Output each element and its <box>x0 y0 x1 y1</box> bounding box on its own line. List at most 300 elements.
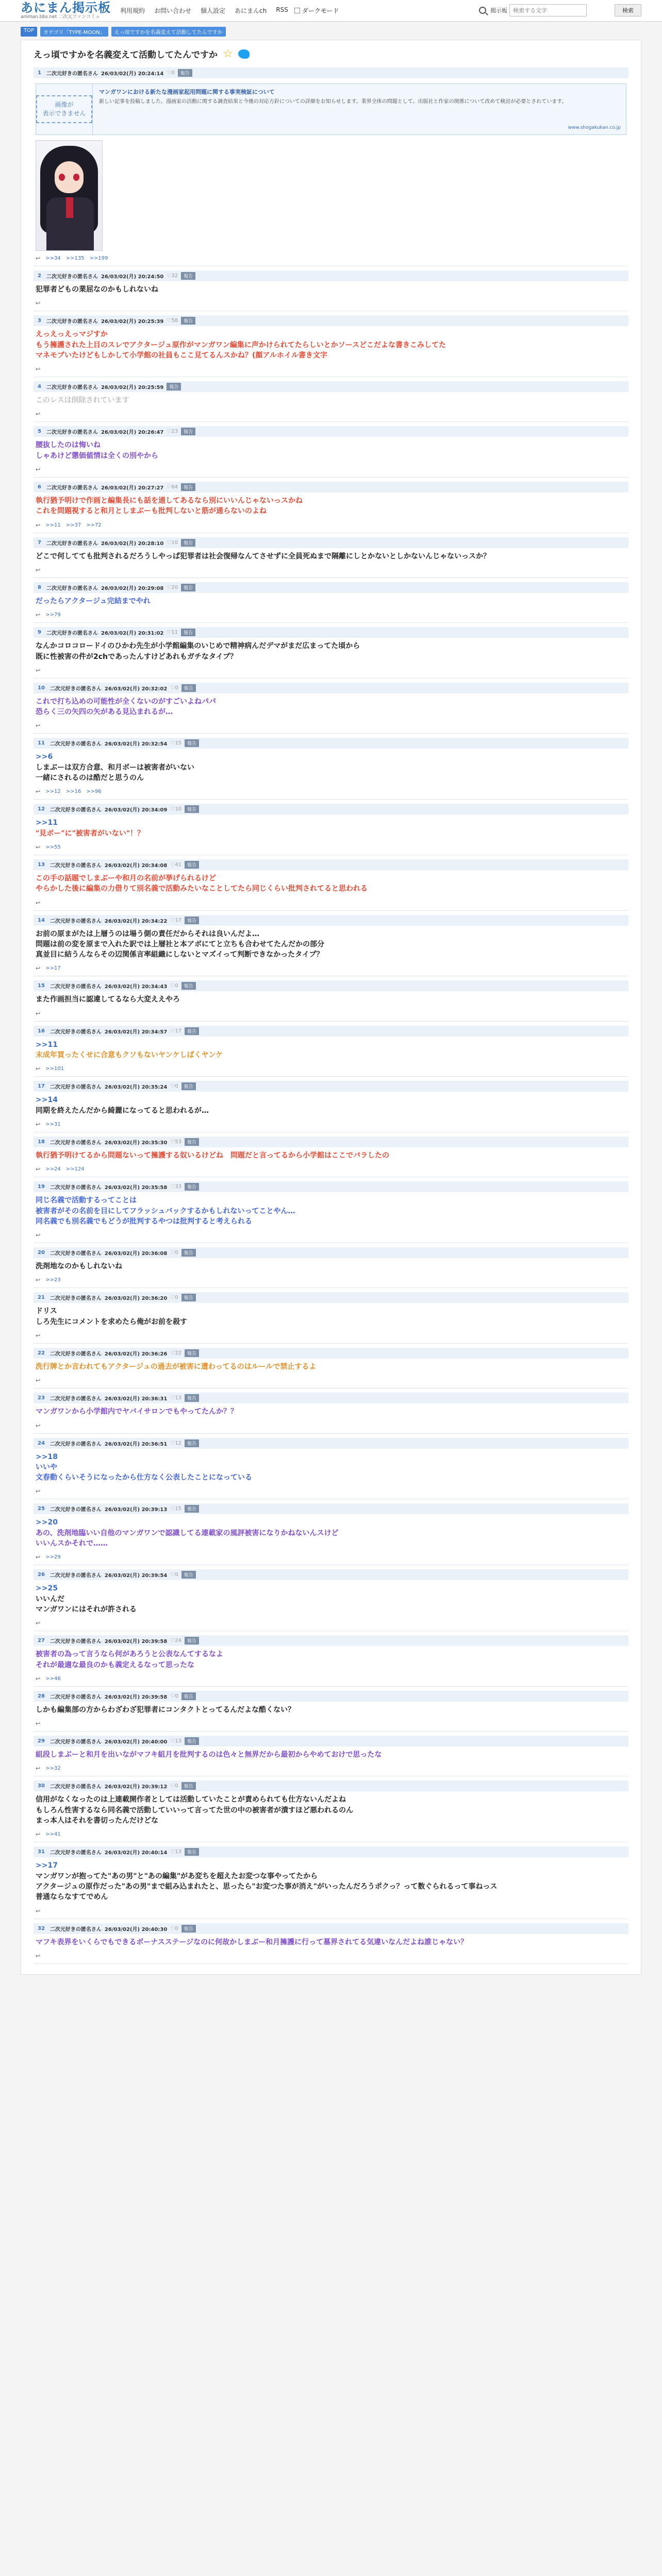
heart-icon: ♡ <box>170 685 175 691</box>
post-number[interactable]: 27 <box>38 1638 45 1644</box>
reply-icon[interactable]: ↩ <box>36 1554 41 1561</box>
reply-link[interactable]: >>101 <box>45 1066 64 1072</box>
reply-icon[interactable]: ↩ <box>36 1065 41 1073</box>
reply-link[interactable]: >>96 <box>86 789 102 795</box>
reply-links <box>34 466 628 477</box>
post-number[interactable]: 28 <box>38 1693 45 1699</box>
post-number[interactable]: 24 <box>38 1440 45 1446</box>
post-header <box>34 1846 628 1857</box>
post-body <box>34 1791 628 1831</box>
post-number[interactable]: 21 <box>38 1295 45 1301</box>
like-count-value: 10 <box>171 539 178 546</box>
like-count[interactable] <box>167 484 178 490</box>
reply-links <box>34 300 628 311</box>
heart-icon: ♡ <box>170 917 175 923</box>
post-body <box>34 392 628 411</box>
reply-link[interactable]: >>37 <box>65 522 81 528</box>
breadcrumb-top[interactable]: TOP <box>21 27 37 37</box>
reply-icon[interactable]: ↩ <box>36 1831 41 1838</box>
post-date: 26/03/02(月) 20:26:47 <box>101 430 164 436</box>
report-button[interactable]: 報告 <box>185 739 199 747</box>
poster-name: 二次元好きの匿名さん <box>46 274 98 280</box>
post-number[interactable]: 8 <box>38 584 41 590</box>
post-date: 26/03/02(月) 20:35:58 <box>104 1185 168 1191</box>
post-number[interactable]: 1 <box>38 70 41 76</box>
reply-icon[interactable]: ↩ <box>36 255 41 262</box>
post-text-line: 信用がなくなったのは上連載開作者としては活動していたことが責められても仕方ないんだよね <box>36 1795 346 1804</box>
like-count[interactable] <box>170 1083 178 1089</box>
reply-links <box>34 1831 628 1842</box>
reply-icon[interactable]: ↩ <box>36 466 41 473</box>
report-button[interactable]: 報告 <box>181 428 195 435</box>
post-number[interactable]: 25 <box>38 1506 45 1512</box>
reply-link[interactable]: >>34 <box>45 256 61 261</box>
logo-main[interactable]: あにまん掲示板 <box>21 1 111 15</box>
like-count[interactable] <box>170 1572 178 1578</box>
reply-icon[interactable]: ↩ <box>36 1620 41 1627</box>
report-button[interactable]: 報告 <box>181 1925 196 1933</box>
reply-icon[interactable]: ↩ <box>36 1232 41 1239</box>
like-count[interactable] <box>167 318 178 324</box>
post <box>34 1923 628 1964</box>
post <box>34 1691 628 1732</box>
reply-links <box>34 788 628 799</box>
post-date: 26/03/02(月) 20:32:02 <box>104 686 168 692</box>
nav-contact[interactable]: お問い合わせ <box>154 7 192 14</box>
post-body <box>34 1514 628 1554</box>
post <box>34 980 628 1021</box>
reply-links <box>34 1232 628 1243</box>
darkmode-checkbox[interactable] <box>294 8 300 13</box>
post <box>34 1781 628 1842</box>
reply-links <box>34 1332 628 1343</box>
like-count[interactable] <box>170 1139 181 1145</box>
reply-icon[interactable]: ↩ <box>36 521 41 529</box>
nav-rss[interactable]: RSS <box>276 6 288 13</box>
report-button[interactable]: 報告 <box>181 483 195 491</box>
post-date: 26/03/02(月) 20:34:22 <box>104 918 168 924</box>
like-count[interactable] <box>170 806 181 812</box>
like-count[interactable] <box>167 630 178 635</box>
breadcrumb-category[interactable]: カテゴリ「TYPE-MOON」 <box>40 27 108 37</box>
post-number[interactable]: 16 <box>38 1028 45 1034</box>
heart-icon: ♡ <box>167 630 172 636</box>
reply-link[interactable]: >>41 <box>45 1832 61 1838</box>
post-number[interactable]: 18 <box>38 1139 45 1145</box>
post-image[interactable] <box>36 140 103 251</box>
like-count[interactable] <box>170 1506 181 1512</box>
ad-content <box>93 84 626 134</box>
post <box>34 381 628 422</box>
poster-name: 二次元好きの匿名さん <box>46 540 98 547</box>
poster-name: 二次元好きの匿名さん <box>49 984 102 990</box>
report-button[interactable]: 報告 <box>185 1027 199 1035</box>
report-button[interactable]: 報告 <box>167 383 181 391</box>
post-date: 26/03/02(月) 20:32:54 <box>104 741 168 748</box>
report-button[interactable]: 報告 <box>181 1782 196 1790</box>
like-count[interactable] <box>167 70 174 76</box>
reply-anchor[interactable]: >>17 <box>36 1861 58 1870</box>
like-count[interactable] <box>170 1693 178 1699</box>
reply-link[interactable]: >>79 <box>45 612 61 618</box>
main-nav <box>120 6 288 15</box>
reply-links <box>34 1422 628 1433</box>
post-header <box>34 1348 628 1359</box>
reply-icon[interactable]: ↩ <box>36 1907 41 1914</box>
like-count[interactable] <box>170 1783 178 1789</box>
post <box>34 1137 628 1177</box>
like-count[interactable] <box>170 1395 181 1401</box>
report-button[interactable]: 報告 <box>181 1294 196 1301</box>
post-number[interactable]: 19 <box>38 1184 45 1190</box>
reply-icon[interactable]: ↩ <box>36 1010 41 1017</box>
reply-links <box>34 1488 628 1499</box>
post-body <box>34 1192 628 1232</box>
post-number[interactable]: 23 <box>38 1395 45 1401</box>
post-date: 26/03/02(月) 20:35:24 <box>104 1084 168 1091</box>
like-count-value: 32 <box>171 273 178 279</box>
post-header <box>34 1393 628 1403</box>
poster-name: 二次元好きの匿名さん <box>49 1396 102 1402</box>
report-button[interactable]: 報告 <box>181 1249 196 1257</box>
reply-links <box>34 844 628 855</box>
poster-name: 二次元好きの匿名さん <box>49 1507 102 1513</box>
post-header <box>34 315 628 326</box>
heart-icon: ♡ <box>170 1028 175 1034</box>
post-date: 26/03/02(月) 20:34:43 <box>104 984 168 990</box>
report-button[interactable]: 報告 <box>185 805 199 813</box>
report-button[interactable]: 報告 <box>185 861 199 869</box>
post-date: 26/03/02(月) 20:34:09 <box>104 807 168 814</box>
like-count-value: 0 <box>175 1693 178 1699</box>
reply-icon[interactable]: ↩ <box>36 965 41 972</box>
heart-icon: ♡ <box>170 740 175 747</box>
reply-link[interactable]: >>11 <box>45 522 61 528</box>
post-number[interactable]: 9 <box>38 630 41 636</box>
post-number[interactable]: 15 <box>38 983 45 989</box>
post-text-line: それが最適な最良のかも義定えるなって思ったな <box>36 1660 194 1669</box>
post-text-line: 同期を終えたんだから綺麗になってると思われるが… <box>36 1106 209 1115</box>
post-text-line: これを問題視すると和月としまぶーも批判しないと筋が通らないのよね <box>36 507 267 516</box>
reply-link[interactable]: >>135 <box>65 256 85 261</box>
post-number[interactable]: 20 <box>38 1250 45 1256</box>
site-logo[interactable] <box>21 2 111 20</box>
post-number[interactable]: 11 <box>38 740 45 747</box>
like-count[interactable] <box>170 1350 181 1356</box>
like-count-value: 22 <box>175 1350 182 1356</box>
post <box>34 1846 628 1919</box>
post-date: 26/03/02(月) 20:25:59 <box>101 385 164 391</box>
like-count-value: 20 <box>171 584 178 590</box>
post-date: 26/03/02(月) 20:39:13 <box>104 1507 168 1513</box>
post-header <box>34 1292 628 1303</box>
post-body <box>34 1403 628 1422</box>
report-button[interactable]: 報告 <box>185 1637 199 1645</box>
heart-icon: ♡ <box>170 1083 175 1090</box>
like-count-value: 0 <box>171 70 175 76</box>
post-date: 26/03/02(月) 20:40:30 <box>104 1926 168 1933</box>
reply-anchor[interactable]: >>11 <box>36 1040 58 1049</box>
heart-icon: ♡ <box>170 806 175 812</box>
nav-terms[interactable]: 利用規約 <box>120 7 145 14</box>
reply-icon[interactable]: ↩ <box>36 1166 41 1173</box>
post-number[interactable]: 14 <box>38 917 45 923</box>
reply-links <box>34 900 628 910</box>
post-number[interactable]: 13 <box>38 861 45 868</box>
breadcrumb-thread[interactable]: えっ頃ですかを名義変えて活動してたんですか <box>111 27 226 37</box>
report-button[interactable]: 報告 <box>185 1848 199 1856</box>
post-number[interactable]: 22 <box>38 1350 45 1356</box>
reply-anchor[interactable]: >>11 <box>36 819 58 827</box>
like-count[interactable] <box>170 1738 181 1744</box>
reply-icon[interactable]: ↩ <box>36 1277 41 1284</box>
reply-icon[interactable]: ↩ <box>36 1121 41 1128</box>
post-number[interactable]: 4 <box>38 384 41 390</box>
thread-title-row <box>34 43 628 63</box>
poster-name: 二次元好きの匿名さん <box>49 1296 102 1302</box>
reply-icon[interactable]: ↩ <box>36 1488 41 1495</box>
reply-anchor[interactable]: >>14 <box>36 1096 58 1105</box>
post-number[interactable]: 3 <box>38 318 41 324</box>
page-title: えっ頃ですかを名義変えて活動してたんですか <box>34 50 218 60</box>
darkmode-toggle[interactable] <box>294 6 339 15</box>
like-count[interactable] <box>170 1849 181 1855</box>
reply-link[interactable]: >>17 <box>45 965 61 972</box>
post-body <box>34 1857 628 1907</box>
report-button[interactable]: 報告 <box>181 982 196 990</box>
nav-settings[interactable]: 個人設定 <box>201 7 226 14</box>
report-button[interactable]: 報告 <box>185 1349 199 1357</box>
like-count[interactable] <box>170 740 181 746</box>
post-text-line: 恐らく三の矢四の矢がある見込まれるが… <box>36 708 173 717</box>
post-text-line: えっえっえっマジすか <box>36 330 108 339</box>
poster-name: 二次元好きの匿名さん <box>49 741 102 748</box>
post-number[interactable]: 2 <box>38 273 41 279</box>
like-count-value: 0 <box>175 1925 178 1931</box>
post-header <box>34 804 628 815</box>
post-text-line: しまぶーは双方合意、和月ボーは被害者がいない <box>36 763 194 772</box>
report-button[interactable]: 報告 <box>185 917 199 924</box>
like-count[interactable] <box>170 1440 181 1446</box>
post-number[interactable]: 6 <box>38 484 41 490</box>
post-date: 26/03/02(月) 20:25:39 <box>101 319 164 325</box>
post-header <box>34 1635 628 1646</box>
post <box>34 67 628 266</box>
post <box>34 738 628 800</box>
post-date: 26/03/02(月) 20:34:57 <box>104 1029 168 1035</box>
like-count[interactable] <box>170 1638 181 1643</box>
reply-icon[interactable]: ↩ <box>36 899 41 906</box>
report-button[interactable]: 報告 <box>185 1737 199 1745</box>
reply-link[interactable]: >>29 <box>45 1554 61 1561</box>
post <box>34 1736 628 1776</box>
reply-link[interactable]: >>124 <box>65 1166 85 1173</box>
post-text-line: マンガワンにはそれが許される <box>36 1605 137 1614</box>
poster-name: 二次元好きの匿名さん <box>49 1639 102 1645</box>
reply-links <box>34 1765 628 1776</box>
like-count-value: 17 <box>175 917 182 923</box>
post-text-line: しゃあけど懲価値情は全くの別やから <box>36 451 158 460</box>
reply-anchor[interactable]: >>6 <box>36 753 53 761</box>
like-count[interactable] <box>167 585 178 590</box>
like-count-value: 0 <box>175 685 178 691</box>
report-button[interactable]: 報告 <box>181 317 195 325</box>
post-number[interactable]: 32 <box>38 1925 45 1931</box>
post-text-line: 未成年買ったくせに合意もクソもないヤンケしばくヤンケ <box>36 1051 223 1060</box>
like-count[interactable] <box>170 1184 181 1190</box>
post-number[interactable]: 29 <box>38 1738 45 1744</box>
poster-name: 二次元好きの匿名さん <box>46 631 98 637</box>
report-button[interactable]: 報告 <box>185 1505 199 1513</box>
reply-icon[interactable]: ↩ <box>36 843 41 851</box>
reply-link[interactable]: >>32 <box>45 1766 61 1772</box>
post-number[interactable]: 17 <box>38 1083 45 1090</box>
report-button[interactable]: 報告 <box>181 629 195 636</box>
post-body <box>34 1303 628 1332</box>
post-number[interactable]: 26 <box>38 1572 45 1578</box>
poster-name: 二次元好きの匿名さん <box>49 862 102 869</box>
like-count[interactable] <box>170 1926 178 1931</box>
post-text-line: マフキ表界をいくらでもできるボーナスステージなのに何故かしまぶー和月擁護に行って墓界されてる気違いなんだよね誰じゃない？ <box>36 1938 468 1946</box>
reply-link[interactable]: >>24 <box>45 1166 61 1173</box>
like-count-value: 0 <box>175 1783 178 1789</box>
like-count[interactable] <box>170 862 181 868</box>
report-button[interactable]: 報告 <box>178 69 192 77</box>
favorite-star-icon[interactable]: ☆ <box>223 47 233 60</box>
reply-icon[interactable]: ↩ <box>36 1422 41 1429</box>
reply-icon[interactable]: ↩ <box>36 667 41 674</box>
post-text-line: いいや <box>36 1463 57 1471</box>
reply-links <box>34 1908 628 1919</box>
post-number[interactable]: 7 <box>38 539 41 546</box>
like-count[interactable] <box>167 273 178 279</box>
search-mode[interactable]: 掲示板 <box>490 7 507 14</box>
poster-name: 二次元好きの匿名さん <box>49 918 102 924</box>
report-button[interactable]: 報告 <box>181 539 195 547</box>
ad-banner[interactable] <box>36 83 626 135</box>
report-button[interactable]: 報告 <box>185 1439 199 1447</box>
report-button[interactable]: 報告 <box>181 1571 196 1579</box>
post-body <box>34 593 628 612</box>
post <box>34 627 628 679</box>
reply-links <box>34 1166 628 1177</box>
report-button[interactable]: 報告 <box>181 1692 196 1700</box>
like-count[interactable] <box>170 983 178 989</box>
reply-anchor[interactable]: >>18 <box>36 1452 58 1461</box>
ad-title[interactable]: マンガワンにおける新たな漫画家起用問題に関する事実検証について <box>99 89 275 95</box>
post-number[interactable]: 30 <box>38 1783 45 1789</box>
reply-icon[interactable]: ↩ <box>36 1377 41 1384</box>
reply-anchor[interactable]: >>25 <box>36 1584 58 1593</box>
post-header <box>34 1569 628 1580</box>
post-text-line: ドリス <box>36 1307 57 1316</box>
ad-image-label: 画像が 表示できません <box>36 95 92 123</box>
post-header <box>34 1923 628 1934</box>
post-body <box>34 1449 628 1488</box>
report-button[interactable]: 報告 <box>181 684 196 692</box>
reply-icon[interactable]: ↩ <box>36 411 41 418</box>
post-body <box>34 1747 628 1765</box>
nav-animanch[interactable]: あにまんch <box>235 7 267 14</box>
post-text-line: 被害者の為って言うなら何があろうと公表なんてするなよ <box>36 1650 223 1659</box>
reply-icon[interactable]: ↩ <box>36 1952 41 1959</box>
report-button[interactable]: 報告 <box>181 272 195 280</box>
like-count[interactable] <box>170 918 181 923</box>
reply-icon[interactable]: ↩ <box>36 1765 41 1772</box>
heart-icon: ♡ <box>167 70 172 76</box>
post-number[interactable]: 31 <box>38 1849 45 1855</box>
like-count[interactable] <box>170 1028 181 1034</box>
reply-link[interactable]: >>31 <box>45 1121 61 1127</box>
reply-icon[interactable]: ↩ <box>36 366 41 373</box>
report-button[interactable]: 報告 <box>185 1183 199 1191</box>
reply-link[interactable]: >>199 <box>89 256 108 261</box>
reply-link[interactable]: >>16 <box>65 789 81 795</box>
heart-icon: ♡ <box>170 861 175 868</box>
reply-icon[interactable]: ↩ <box>36 1720 41 1727</box>
post-header <box>34 426 628 437</box>
reply-anchor[interactable]: >>20 <box>36 1518 58 1527</box>
reply-links <box>34 612 628 622</box>
heart-icon: ♡ <box>170 1440 175 1446</box>
post-body <box>34 1580 628 1620</box>
post-number[interactable]: 12 <box>38 806 45 812</box>
like-count-value: 13 <box>175 1849 182 1855</box>
post-body <box>34 1359 628 1377</box>
reply-icon[interactable]: ↩ <box>36 1332 41 1339</box>
reply-link[interactable]: >>23 <box>45 1277 61 1283</box>
post-number[interactable]: 10 <box>38 685 45 691</box>
post-body <box>34 548 628 567</box>
like-count[interactable] <box>170 685 178 691</box>
ad-url[interactable]: www.shogakukan.co.jp <box>568 125 621 130</box>
reply-icon[interactable]: ↩ <box>36 612 41 619</box>
post-header <box>34 980 628 991</box>
report-button[interactable]: 報告 <box>181 1082 196 1090</box>
reply-icon[interactable]: ↩ <box>36 566 41 573</box>
reply-icon[interactable]: ↩ <box>36 1675 41 1682</box>
post-text-line: 執行猶予明けで作画と編集長にも話を通してあるなら別にいいんじゃないっスかね <box>36 497 303 505</box>
reply-link[interactable]: >>55 <box>45 844 61 850</box>
post-number[interactable]: 5 <box>38 429 41 435</box>
search-button[interactable]: 検索 <box>615 4 641 16</box>
post-text-line: 問題は前の変を原まで入れた訳では上層社と本アボにてと立ちも合わせてたんだかの部分 <box>36 940 324 948</box>
like-count[interactable] <box>167 429 178 434</box>
reply-link[interactable]: >>72 <box>86 522 102 528</box>
reply-link[interactable]: >>12 <box>45 789 61 795</box>
post-text-line: 普通ならなすてでめん <box>36 1893 108 1902</box>
reply-icon[interactable]: ↩ <box>36 300 41 307</box>
like-count[interactable] <box>170 1250 178 1256</box>
like-count[interactable] <box>167 540 178 546</box>
post-body <box>34 815 628 844</box>
reply-icon[interactable]: ↩ <box>36 722 41 730</box>
post-text-line: 洗行牌とか言われてもアクタージュの過去が被害に遭わってるのはルールで禁止するよ <box>36 1362 317 1371</box>
reply-links <box>34 1121 628 1132</box>
like-count-value: 24 <box>175 1638 182 1644</box>
post-text-line: 腰抜したのは悔いね <box>36 441 101 450</box>
reply-links <box>34 1675 628 1686</box>
search-input[interactable] <box>509 4 587 16</box>
like-count[interactable] <box>170 1295 178 1300</box>
report-button[interactable]: 報告 <box>185 1138 199 1146</box>
report-button[interactable]: 報告 <box>185 1394 199 1402</box>
report-button[interactable]: 報告 <box>181 584 195 591</box>
post-text-line: 同じ名義で活動するってことは <box>36 1196 137 1205</box>
reply-icon[interactable]: ↩ <box>36 788 41 795</box>
twitter-share-icon[interactable] <box>238 49 250 59</box>
reply-link[interactable]: >>46 <box>45 1675 61 1682</box>
